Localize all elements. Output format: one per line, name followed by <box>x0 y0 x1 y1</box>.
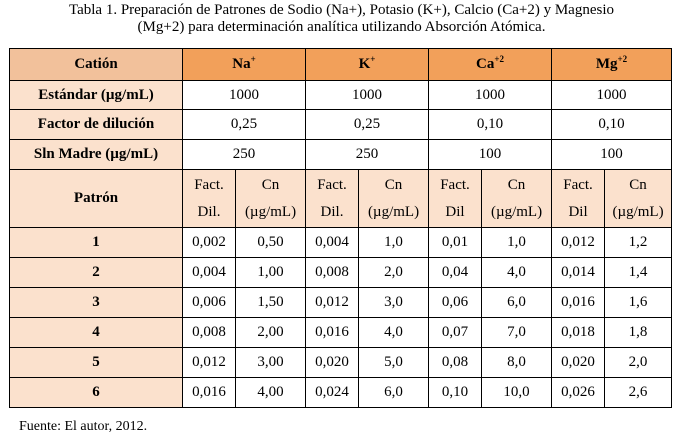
table-cell: 1,8 <box>605 318 672 348</box>
table-cell: 0,002 <box>183 228 236 258</box>
table-cell: 0,10 <box>429 110 552 140</box>
table-cell: 1,50 <box>236 288 306 318</box>
subheader-cell: Cn (µg/mL) <box>359 170 429 228</box>
table-cell: 0,016 <box>552 288 605 318</box>
caption-line-2: (Mg+2) para determinación analítica utilizando Absorción Atómica. <box>137 19 546 35</box>
table-cell: 0,25 <box>183 110 306 140</box>
standards-table <box>9 48 672 408</box>
table-cell: 0,004 <box>183 258 236 288</box>
table-cell: 1000 <box>429 81 552 110</box>
table-cell: 0,004 <box>306 228 359 258</box>
subheader-cell: Fact. Dil <box>429 170 482 228</box>
subheader-cell: Cn (µg/mL) <box>236 170 306 228</box>
table-cell: 0,018 <box>552 318 605 348</box>
table-cell: 5,0 <box>359 348 429 378</box>
table-row <box>10 288 672 318</box>
table-cell: 1,6 <box>605 288 672 318</box>
table-cell: 100 <box>429 140 552 170</box>
table-cell: 0,008 <box>306 258 359 288</box>
table-cell: 8,0 <box>482 348 552 378</box>
cation-header-na: Na+ <box>183 49 306 81</box>
table-cell: 6,0 <box>482 288 552 318</box>
table-row <box>10 348 672 378</box>
table-cell: 7,0 <box>482 318 552 348</box>
subheader-cell: Cn (µg/mL) <box>482 170 552 228</box>
table-cell: 250 <box>183 140 306 170</box>
patron-label: Patrón <box>10 170 183 228</box>
cation-header-row <box>10 49 672 81</box>
patron-number: 2 <box>10 258 183 288</box>
table-cell: 0,01 <box>429 228 482 258</box>
table-cell: 0,04 <box>429 258 482 288</box>
table-cell: 2,00 <box>236 318 306 348</box>
table-row <box>10 378 672 408</box>
caption-line-1: Tabla 1. Preparación de Patrones de Sodio (Na+), Potasio (K+), Calcio (Ca+2) y Magnesio <box>68 2 615 18</box>
table-cell: 0,016 <box>183 378 236 408</box>
cation-header-mg: $Mg^{+2}$ <box>552 49 672 81</box>
row-label: Sln Madre (µg/mL) <box>10 140 183 170</box>
table-row <box>10 140 672 170</box>
table-cell: 0,006 <box>183 288 236 318</box>
table-row <box>10 81 672 110</box>
table-cell: 100 <box>552 140 672 170</box>
source-footnote: Fuente: El autor, 2012. <box>19 419 148 434</box>
table-cell: 0,020 <box>552 348 605 378</box>
table-cell: 4,00 <box>236 378 306 408</box>
table-cell: 4,0 <box>359 318 429 348</box>
table-cell: 0,012 <box>552 228 605 258</box>
table-cell: 10,0 <box>482 378 552 408</box>
table-cell: 0,50 <box>236 228 306 258</box>
table-cell: 0,06 <box>429 288 482 318</box>
cation-header-k: K+ <box>306 49 429 81</box>
row-label: Estándar (µg/mL) <box>10 81 183 110</box>
subheader-cell: Fact. Dil. <box>183 170 236 228</box>
cation-header-ca: $Ca^{+2}$ <box>429 49 552 81</box>
table-cell: 0,016 <box>306 318 359 348</box>
table-cell: 1,00 <box>236 258 306 288</box>
table-row <box>10 110 672 140</box>
table-cell: 0,008 <box>183 318 236 348</box>
table-cell: 1,0 <box>482 228 552 258</box>
table-cell: 0,014 <box>552 258 605 288</box>
table-cell: 0,08 <box>429 348 482 378</box>
table-cell: 0,10 <box>429 378 482 408</box>
table-cell: 1000 <box>183 81 306 110</box>
table-row <box>10 228 672 258</box>
table-cell: 2,0 <box>359 258 429 288</box>
table-cell: 6,0 <box>359 378 429 408</box>
table-cell: 1,2 <box>605 228 672 258</box>
table-cell: 3,00 <box>236 348 306 378</box>
table-cell: 250 <box>306 140 429 170</box>
table-cell: 1,0 <box>359 228 429 258</box>
subheader-cell: Fact. Dil <box>552 170 605 228</box>
table-cell: 1000 <box>552 81 672 110</box>
table-cell: 0,25 <box>306 110 429 140</box>
patron-number: 4 <box>10 318 183 348</box>
table-cell: 0,026 <box>552 378 605 408</box>
patron-number: 5 <box>10 348 183 378</box>
subheader-row <box>10 170 672 228</box>
table-row <box>10 258 672 288</box>
subheader-cell: Fact. Dil. <box>306 170 359 228</box>
table-cell: 3,0 <box>359 288 429 318</box>
table-cell: 0,012 <box>306 288 359 318</box>
patron-number: 6 <box>10 378 183 408</box>
table-cell: 2,6 <box>605 378 672 408</box>
table-cell: 0,07 <box>429 318 482 348</box>
patron-number: 1 <box>10 228 183 258</box>
table-cell: 0,024 <box>306 378 359 408</box>
cation-label: Catión <box>10 49 183 81</box>
subheader-cell: Cn (µg/mL) <box>605 170 672 228</box>
table-cell: 1,4 <box>605 258 672 288</box>
table-cell: 0,10 <box>552 110 672 140</box>
table-cell: 4,0 <box>482 258 552 288</box>
table-cell: 0,012 <box>183 348 236 378</box>
table-cell: 0,020 <box>306 348 359 378</box>
table-cell: 1000 <box>306 81 429 110</box>
row-label: Factor de dilución <box>10 110 183 140</box>
table-cell: 2,0 <box>605 348 672 378</box>
table-caption <box>0 2 683 36</box>
patron-number: 3 <box>10 288 183 318</box>
table-row <box>10 318 672 348</box>
